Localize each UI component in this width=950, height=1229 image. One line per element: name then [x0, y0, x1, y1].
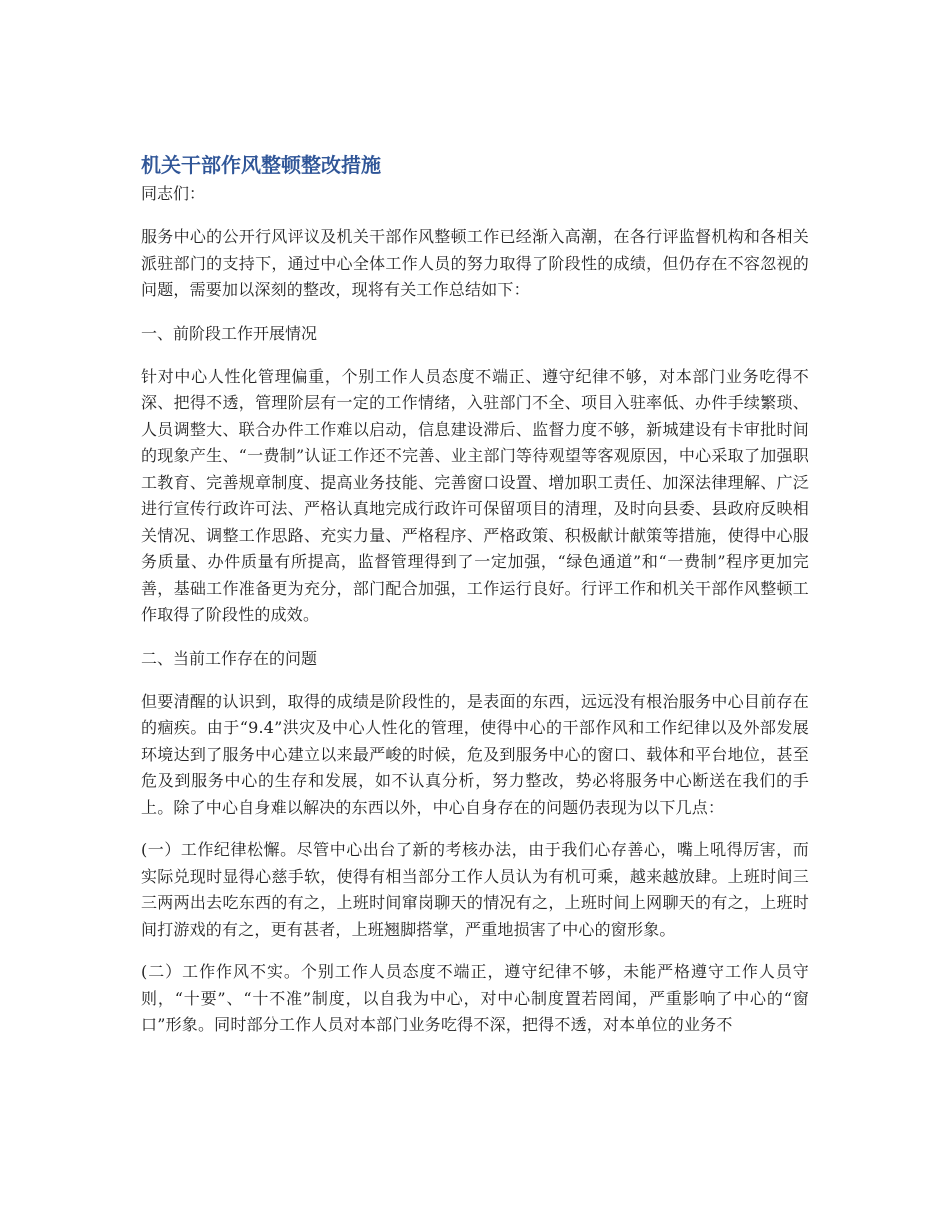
section-2-heading: 二、当前工作存在的问题	[141, 648, 318, 668]
document-title: 机关干部作风整顿整改措施	[141, 153, 381, 177]
intro-paragraph: 服务中心的公开行风评议及机关干部作风整顿工作已经渐入高潮，在各行评监督机构和各相关派驻部门的支持下，通过中心全体工作人员的努力取得了阶段性的成绩，但仍存在不容忽视的问题，需要加以深刻的整改，现将有关工作总结如下：	[141, 227, 809, 299]
section-1-heading: 一、前阶段工作开展情况	[141, 323, 318, 343]
section-1-paragraph: 针对中心人性化管理偏重，个别工作人员态度不端正、遵守纪律不够，对本部门业务吃得不深、把得不透，管理阶层有一定的工作情绪，入驻部门不全、项目入驻率低、办件手续繁琐、人员调整大、联合办件工作难以启动，信息建设滞后、监督力度不够，新城建设有卡审批时间的现象产生、“一费制”认证工作还不完善、业主部门等待观望等客观原因，中心采取了加强职工教育、完善规章制度、提高业务技能、完善窗口设置、增加职工责任、加深法律理解、广泛进行宣传行政许可法、严格认真地完成行政许可保留项目的清理，及时向县委、县政府反映相关情况、调整工作思路、充实力量、严格程序、严格政策、积极献计献策等措施，使得中心服务质量、办件质量有所提高，监督管理得到了一定加强，“绿色通道”和“一费制”程序更加完善，基础工作准备更为充分，部门配合加强，工作运行良好。行评工作和机关干部作风整顿工作取得了阶段性的成效。	[141, 366, 809, 624]
item-1-paragraph: (一）工作纪律松懈。尽管中心出台了新的考核办法，由于我们心存善心，嘴上吼得厉害，而实际兑现时显得心慈手软，使得有相当部分工作人员认为有机可乘，越来越放肆。上班时间三三两两出去吃东西的有之，上班时间窜岗聊天的情况有之，上班时间上网聊天的有之，上班时间打游戏的有之，更有甚者，上班翘脚搭掌，严重地损害了中心的窗形象。	[141, 840, 809, 939]
greeting: 同志们：	[141, 184, 206, 203]
item-2-paragraph: (二）工作作风不实。个别工作人员态度不端正，遵守纪律不够，未能严格遵守工作人员守则，“十要”、“十不准”制度，以自我为中心，对中心制度置若罔闻，严重影响了中心的“窗口”形象。同时部分工作人员对本部门业务吃得不深，把得不透，对本单位的业务不	[141, 962, 809, 1034]
document-page	[141, 150, 809, 1055]
section-2-paragraph: 但要清醒的认识到，取得的成绩是阶段性的，是表面的东西，远远没有根治服务中心目前存在的痼疾。由于“9.4”洪灾及中心人性化的管理，使得中心的干部作风和工作纪律以及外部发展环境达到了服务中心建立以来最严峻的时候，危及到服务中心的窗口、载体和平台地位，甚至危及到服务中心的生存和发展，如不认真分析，努力整改，势必将服务中心断送在我们的手上。除了中心自身难以解决的东西以外，中心自身存在的问题仍表现为以下几点：	[141, 691, 809, 817]
